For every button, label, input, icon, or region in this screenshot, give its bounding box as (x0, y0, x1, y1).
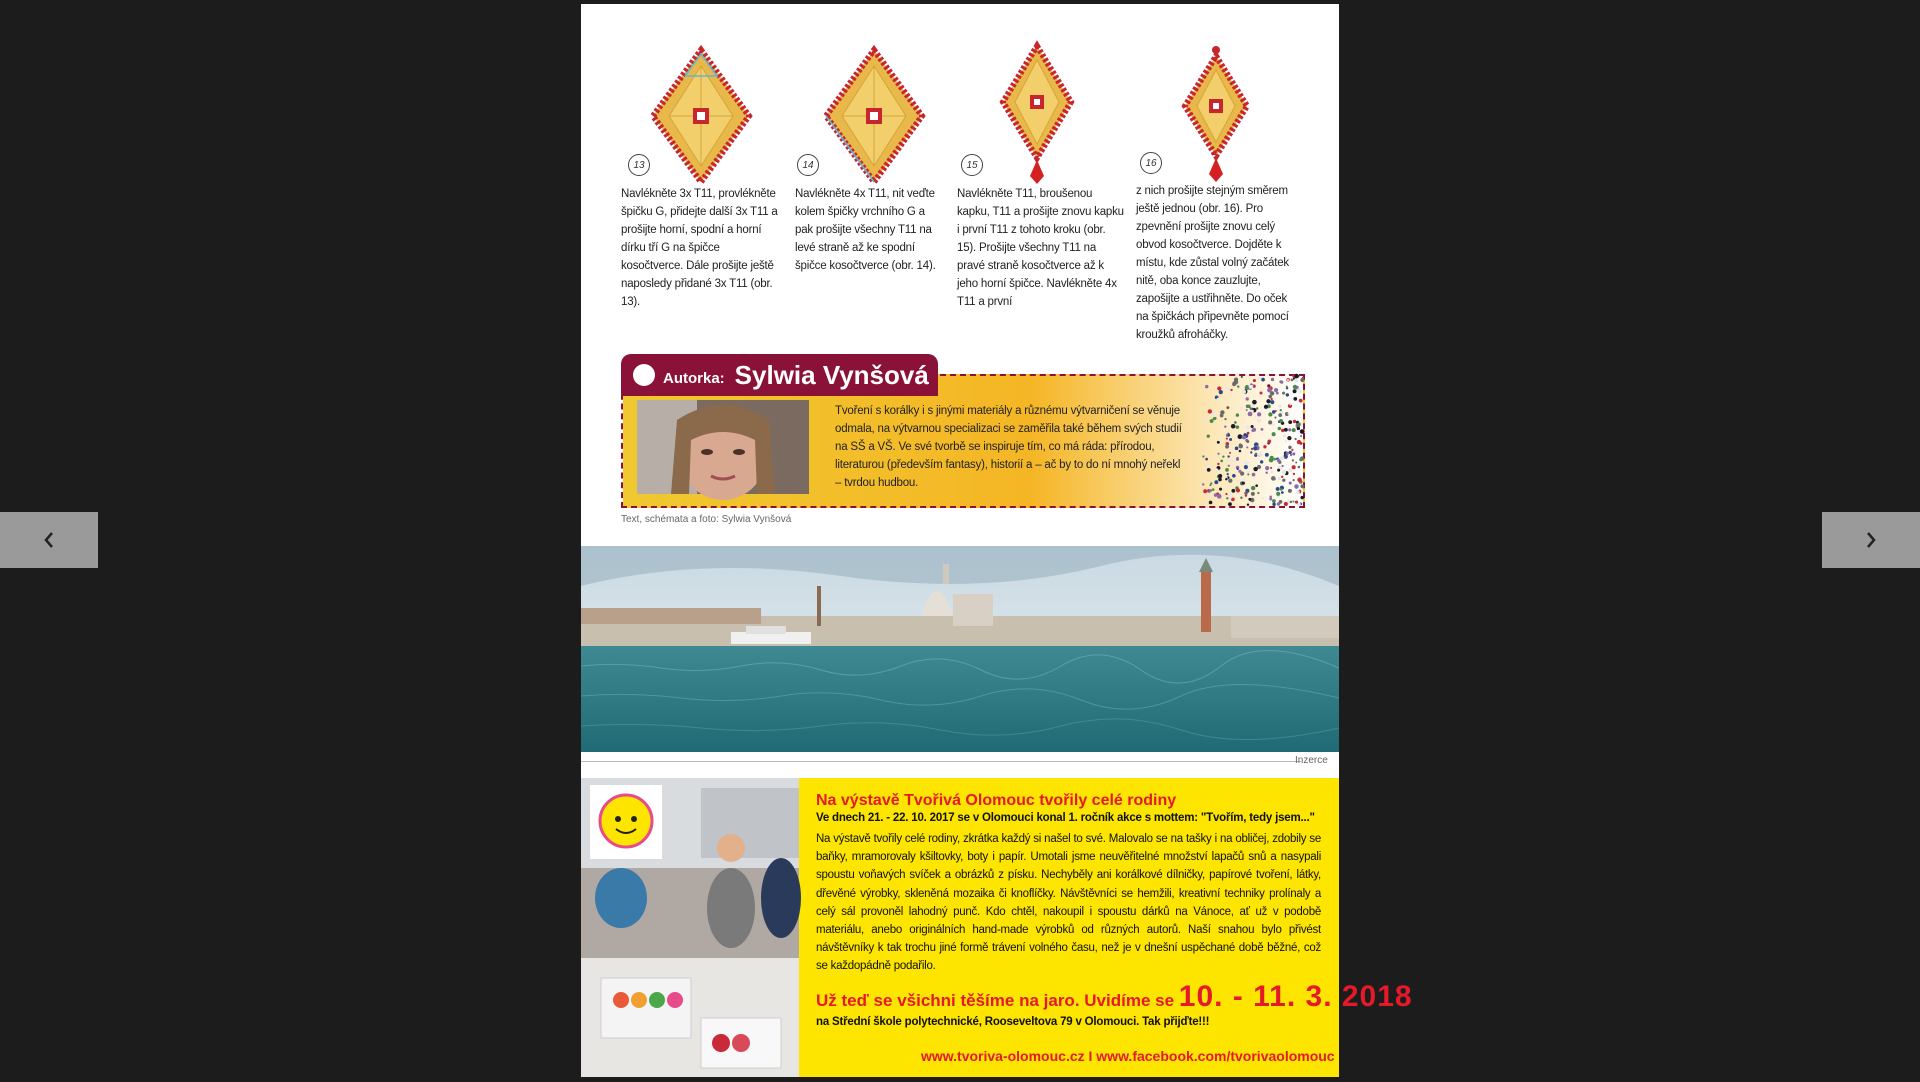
step-number-13: 13 (628, 154, 650, 176)
ad-cta-text: Už teď se všichni těšíme na jaro. Uvidíme se (816, 991, 1175, 1010)
ad-divider (581, 761, 1301, 762)
step-number-14: 14 (797, 154, 819, 176)
magazine-page (581, 4, 1413, 1077)
step-number-15: 15 (961, 154, 983, 176)
step-text-14: Navlékněte 4x T11, nit veďte kolem špičky vrchního G a pak prošijte všechny T11 na levé straně až ke spodní špičce kosočtverce (obr. 14). (795, 188, 936, 272)
steps-section (581, 4, 1339, 354)
chevron-right-icon (1863, 530, 1879, 550)
author-name: Sylwia Vynšová (734, 359, 929, 390)
photo-credit: Text, schémata a foto: Sylwia Vynšová (621, 514, 792, 525)
venice-panorama-photo (581, 546, 1339, 752)
ad-title: Na výstavě Tvořivá Olomouc tvořily celé rodiny (816, 792, 1177, 809)
diamond-diagram-15 (999, 42, 1075, 186)
ad-address: na Střední škole polytechnické, Rooseveltova 79 v Olomouci. Tak přijďte!!! (816, 1016, 1210, 1028)
author-tab (621, 354, 938, 396)
author-label: Autorka: (663, 369, 725, 387)
tvoriva-olomouc-logo (590, 785, 662, 859)
ad-lead: Ve dnech 21. - 22. 10. 2017 se v Olomouci konal 1. ročník akce s mottem: "Tvořím, tedy jsem..." (816, 812, 1315, 824)
ad-body: Na výstavě tvořily celé rodiny, zkrátka každý si našel to své. Malovalo se na tašky i na obličej, zdobily se baňky, mramorovaly kšiltovky, boty i papír. Umotali jsme neuvěřitelné množství lapačů snů a nasypali spoustu voňavých svíček a obrázků z písku. Nechyběly ani korálkové dílničky, papírové tvoření, látky, dřevěné výrobky, skleněná mozaika či knoflíčky. Návštěvníci se hemžili, kreativní techniky prolínaly a celý sál provoněl lahodný punč. Kdo chtěl, nakoupil i spoustu dárků na Vánoce, ať už v podobě materiálu, anebo originálních hand-made výrobků od různých autorů. Naší snahou bylo přivést návštěvníky k tak trochu jiné formě trávení volného času, než je v dnešní uspěchané době běžné, což se každopádně podařilo. (816, 833, 1321, 973)
diamond-diagram-13 (649, 46, 753, 186)
previous-page-button[interactable] (0, 512, 98, 568)
ad-cta-date: 10. - 11. 3. 2018 (1178, 980, 1413, 1013)
step-text-15: Navlékněte T11, broušenou kapku, T11 a prošijte znovu kapku i první T11 z tohoto kroku (obr. 15). Prošijte všechny T11 na pravé straně kosočtverce až k jeho horní špičce. Navlékněte 4x T11 a první (957, 188, 1124, 308)
step-number-16: 16 (1140, 152, 1162, 174)
ad-web-links[interactable]: www.tvoriva-olomouc.cz I www.facebook.com/tvorivaolomouc (921, 1048, 1335, 1064)
author-bio: Tvoření s korálky i s jinými materiály a různému výtvarničení se věnuje odmala, na výtvarnou specializaci se zaměřila také během svých studií na SŠ a VŠ. Ve své tvorbě se inspiruje tím, co má ráda: přírodou, literaturou (především fantasy), historií a – ač by to do ní mnohý neřekl – tvrdou hudbou. (835, 405, 1182, 489)
step-text-16: z nich prošijte stejným směrem ještě jednou (obr. 16). Pro zpevnění prošijte znovu celý obvod kosočtverce. Dojděte k místu, kde zůstal volný začátek nitě, oba konce zauzlujte, zapošijte a ustřihněte. Do oček na špičkách připevněte pomocí kroužků afroháčky. (1136, 185, 1289, 341)
diamond-diagram-16 (1181, 42, 1251, 186)
author-photo (637, 400, 809, 494)
advertisement (581, 778, 1413, 1077)
ad-cta (816, 980, 1413, 1014)
next-page-button[interactable] (1822, 512, 1920, 568)
circle-icon (633, 364, 655, 386)
chevron-left-icon (41, 530, 57, 550)
diamond-diagram-14 (822, 46, 926, 186)
step-text-13: Navlékněte 3x T11, provlékněte špičku G, přidejte další 3x T11 a prošijte horní, spodní a horní dírku tří G na špičce kosočtverce. Dále prošijte ještě naposledy přidané 3x T11 (obr. 13). (621, 188, 778, 308)
bead-sprinkle-decoration (1183, 376, 1303, 506)
ad-label: Inzerce (1295, 755, 1328, 766)
